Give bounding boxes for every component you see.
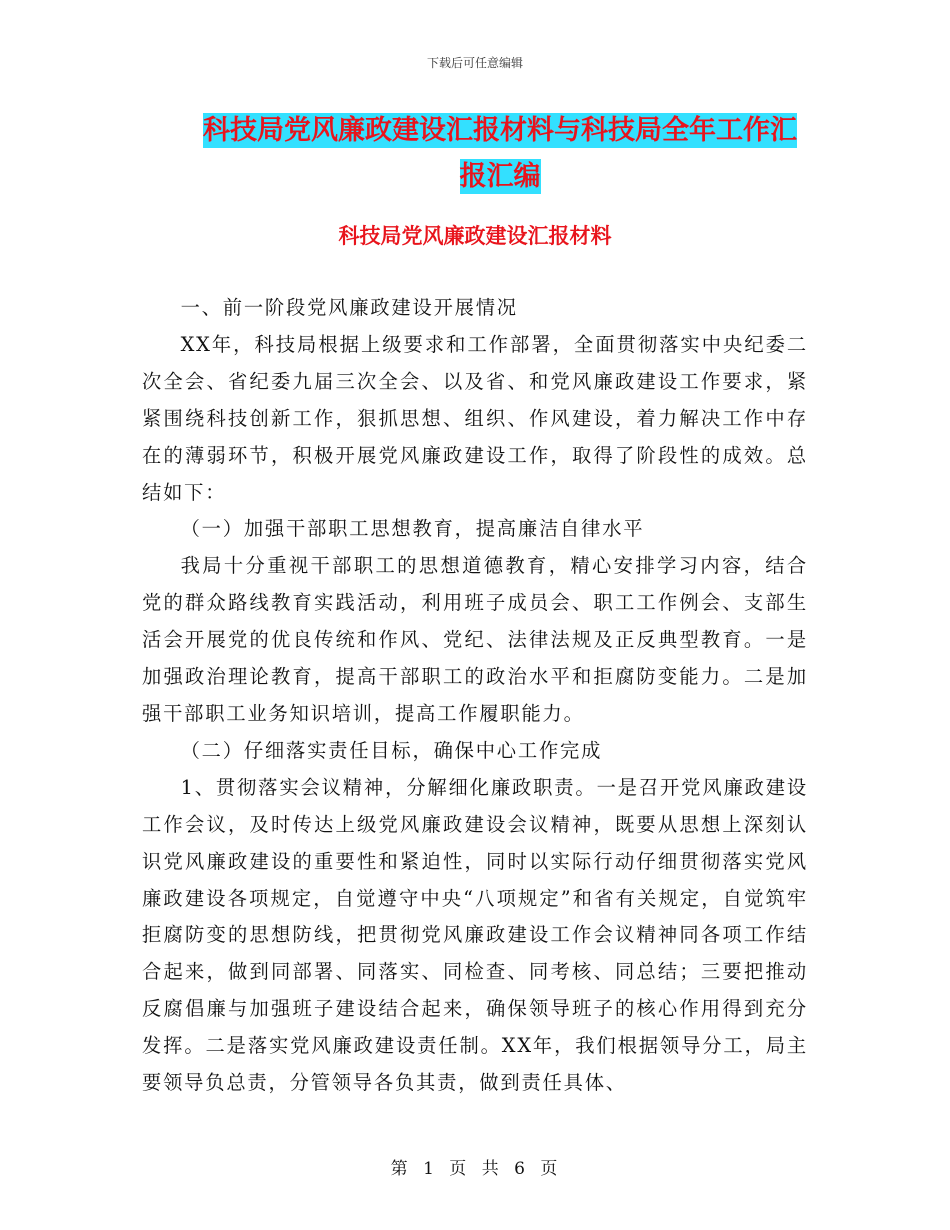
paragraph-subheading: （二）仔细落实责任目标，确保中心工作完成 bbox=[180, 738, 603, 762]
header-note: 下载后可任意编辑 bbox=[426, 56, 523, 70]
footer-page-total: 6 bbox=[514, 1159, 527, 1179]
page-footer bbox=[0, 1154, 950, 1179]
paragraph: 1、贯彻落实会议精神，分解细化廉政职责。一是召开党风廉政建设工作会议，及时传达上级党风廉政建设会议精神，既要从思想上深刻认识党风廉政建设的重要性和紧迫性，同时以实际行动仔细贯彻落实党风廉政建设各项规定，自觉遵守中央“八项规定”和省有关规定，自觉筑牢拒腐防变的思想防线，把贯彻党风廉政建设工作会议精神同各项工作结合起来，做到同部署、同落实、同检查、同考核、同总结；三要把推动反腐倡廉与加强班子建设结合起来，确保领导班子的核心作用得到充分发挥。二是落实党风廉政建设责任制。XX年，我们根据领导分工，局主要领导负总责，分管领导各负其责，做到责任具体、 bbox=[142, 775, 808, 1095]
main-title-text: 科技局党风廉政建设汇报材料与科技局全年工作汇报汇编 bbox=[203, 115, 797, 192]
footer-prefix: 第 bbox=[390, 1159, 410, 1179]
paragraph: 我局十分重视干部职工的思想道德教育，精心安排学习内容，结合党的群众路线教育实践活动，利用班子成员会、职工工作例会、支部生活会开展党的优良传统和作风、党纪、法律法规及正反典型教育。一是加强政治理论教育，提高干部职工的政治水平和拒腐防变能力。二是加强干部职工业务知识培训，提高工作履职能力。 bbox=[142, 554, 808, 725]
main-title bbox=[190, 108, 810, 200]
footer-page-current: 1 bbox=[423, 1159, 436, 1179]
footer-total-prefix: 共 bbox=[481, 1159, 501, 1179]
paragraph: XX年，科技局根据上级要求和工作部署，全面贯彻落实中央纪委二次全会、省纪委九届三次全会、以及省、和党风廉政建设工作要求，紧紧围绕科技创新工作，狠抓思想、组织、作风建设，着力解决工作中存在的薄弱环节，积极开展党风廉政建设工作，取得了阶段性的成效。总结如下： bbox=[142, 332, 808, 504]
footer-mid: 页 bbox=[449, 1159, 469, 1179]
body-text bbox=[142, 290, 808, 1102]
paragraph-subheading: （一）加强干部职工思想教育，提高廉洁自律水平 bbox=[180, 517, 645, 541]
section-title: 科技局党风廉政建设汇报材料 bbox=[338, 224, 612, 248]
footer-suffix: 页 bbox=[540, 1159, 560, 1179]
paragraph-heading: 一、前一阶段党风廉政建设开展情况 bbox=[180, 296, 518, 319]
